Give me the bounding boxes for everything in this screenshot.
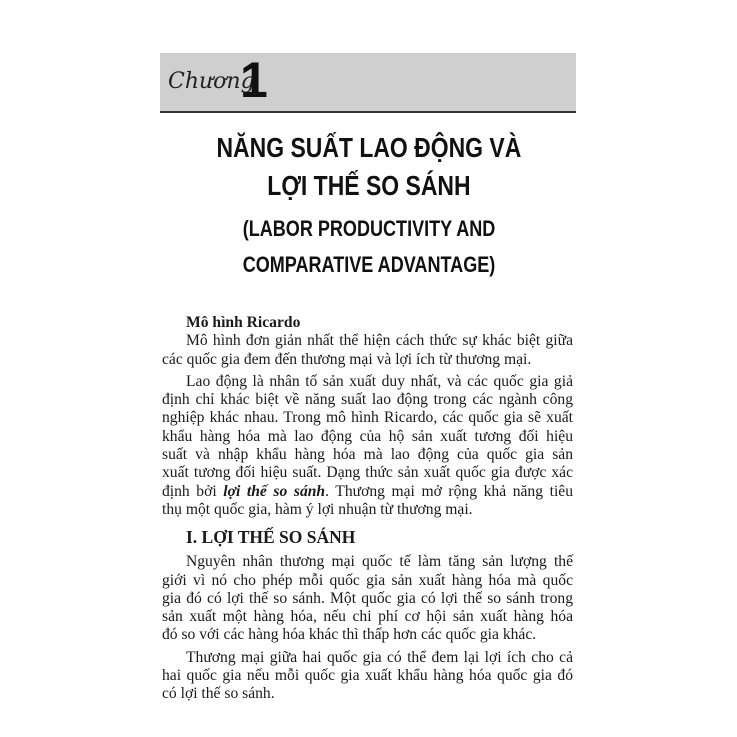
text-line: Lao động là nhân tố sản xuất duy nhất, và các quốc gia giả	[186, 372, 573, 390]
title-text: COMPARATIVE ADVANTAGE)	[242, 252, 495, 277]
title-vi-line2	[0, 170, 737, 202]
text-line: suất và nhập khẩu hàng hóa mà lao động của quốc gia sản	[162, 446, 573, 464]
text-line: đó so với các hàng hóa khác thì thấp hơn các quốc gia khác.	[162, 626, 537, 644]
text-line: hai quốc gia nếu mỗi quốc gia xuất khẩu hàng hóa quốc gia đó	[162, 667, 573, 685]
chapter-label: Chương	[168, 69, 255, 94]
text-line: Mô hình đơn giản nhất thể hiện cách thức sự khác biệt giữa	[186, 332, 573, 350]
text-line: giới vì nó cho phép mỗi quốc gia sản xuất hàng hóa mà quốc	[162, 571, 573, 589]
section-heading: Mô hình Ricardo	[186, 314, 301, 331]
title-text: LỢI THẾ SO SÁNH	[266, 170, 471, 201]
text-line: gia đó có lợi thế so sánh. Một quốc gia có lợi thế so sánh trong	[162, 589, 573, 607]
text-line: sản xuất một hàng hóa, nếu chi phí cơ hội sản xuất hàng hóa	[162, 608, 573, 626]
text-line: xuất tương đối hiệu suất. Dạng thức sản xuất quốc gia được xác	[162, 464, 573, 482]
chapter-banner	[160, 53, 576, 113]
text-line: khẩu hàng hóa mà lao động của hộ sản xuất tương đối hiệu	[162, 427, 573, 445]
title-text: (LABOR PRODUCTIVITY AND	[242, 216, 495, 241]
chapter-number: 1	[240, 52, 268, 108]
title-en-line2	[0, 252, 737, 278]
title-text: NĂNG SUẤT LAO ĐỘNG VÀ	[216, 132, 521, 163]
text-line	[162, 483, 573, 501]
text-line: các quốc gia đem đến thương mại và lợi ích từ thương mại.	[162, 350, 532, 368]
text-line: Thương mại giữa hai quốc gia có thể đem lại lợi ích cho cả	[186, 648, 573, 666]
heading-1: I. LỢI THẾ SO SÁNH	[186, 527, 356, 548]
title-en-line1	[0, 216, 737, 242]
emphasis-term: lợi thế so sánh	[223, 482, 326, 500]
text-line: thụ một quốc gia, hàm ý lợi nhuận từ thương mại.	[162, 500, 473, 518]
text-line: có lợi thế so sánh.	[162, 685, 275, 703]
text-fragment: định bởi	[162, 482, 224, 500]
title-vi-line1	[0, 132, 737, 164]
text-line: định chỉ khác biệt về năng suất lao động trong các ngành công	[162, 391, 573, 409]
body-text	[162, 314, 573, 704]
text-line: nghiệp khác nhau. Trong mô hình Ricardo, các quốc gia sẽ xuất	[162, 409, 573, 427]
text-line: Nguyên nhân thương mại quốc tế làm tăng sản lượng thế	[186, 553, 573, 571]
text-fragment: . Thương mại mở rộng khả năng tiêu	[325, 482, 573, 500]
